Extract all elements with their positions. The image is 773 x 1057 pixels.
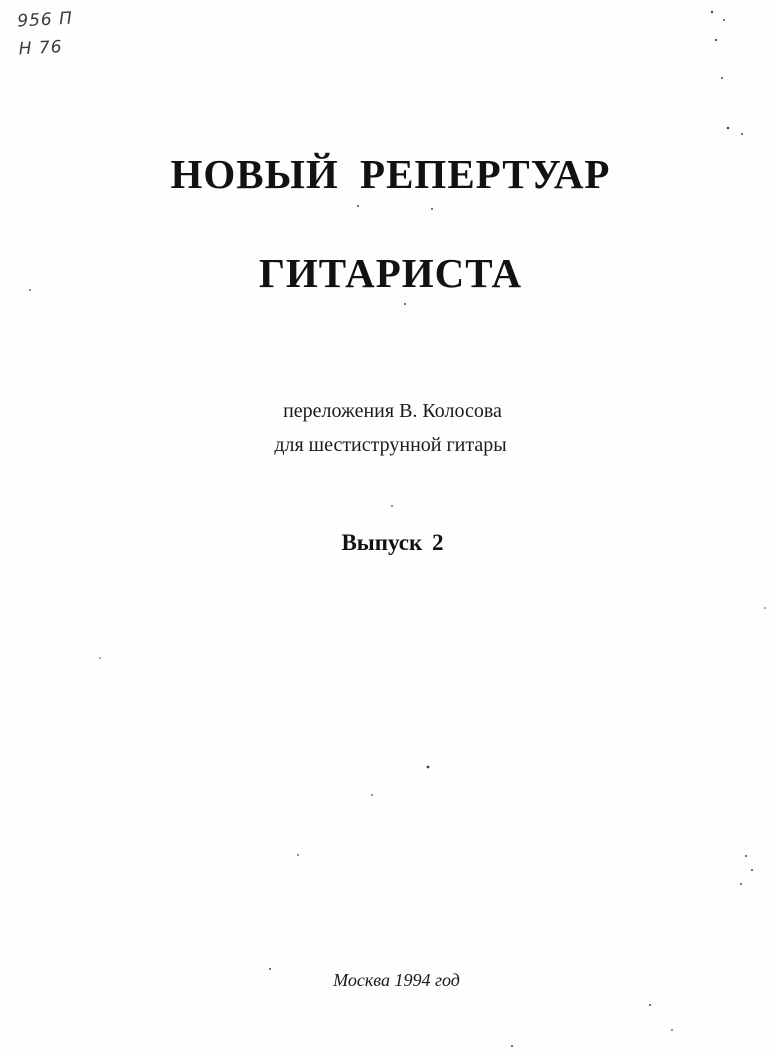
imprint-city-year: Москва 1994 год: [333, 970, 460, 990]
title-line-1: НОВЫЙ РЕПЕРТУАР: [170, 151, 611, 197]
issue-number: Выпуск 2: [341, 530, 444, 555]
title-line-2: ГИТАРИСТА: [258, 250, 523, 296]
catalog-note-line-1: 956 П: [16, 8, 74, 32]
subtitle-arranger: переложения В. Колосова: [283, 400, 502, 422]
catalog-note-line-2: Н 76: [18, 37, 64, 60]
handwritten-catalog-note: [17, 5, 75, 64]
subtitle-instrument: для шестиструнной гитары: [274, 434, 507, 456]
